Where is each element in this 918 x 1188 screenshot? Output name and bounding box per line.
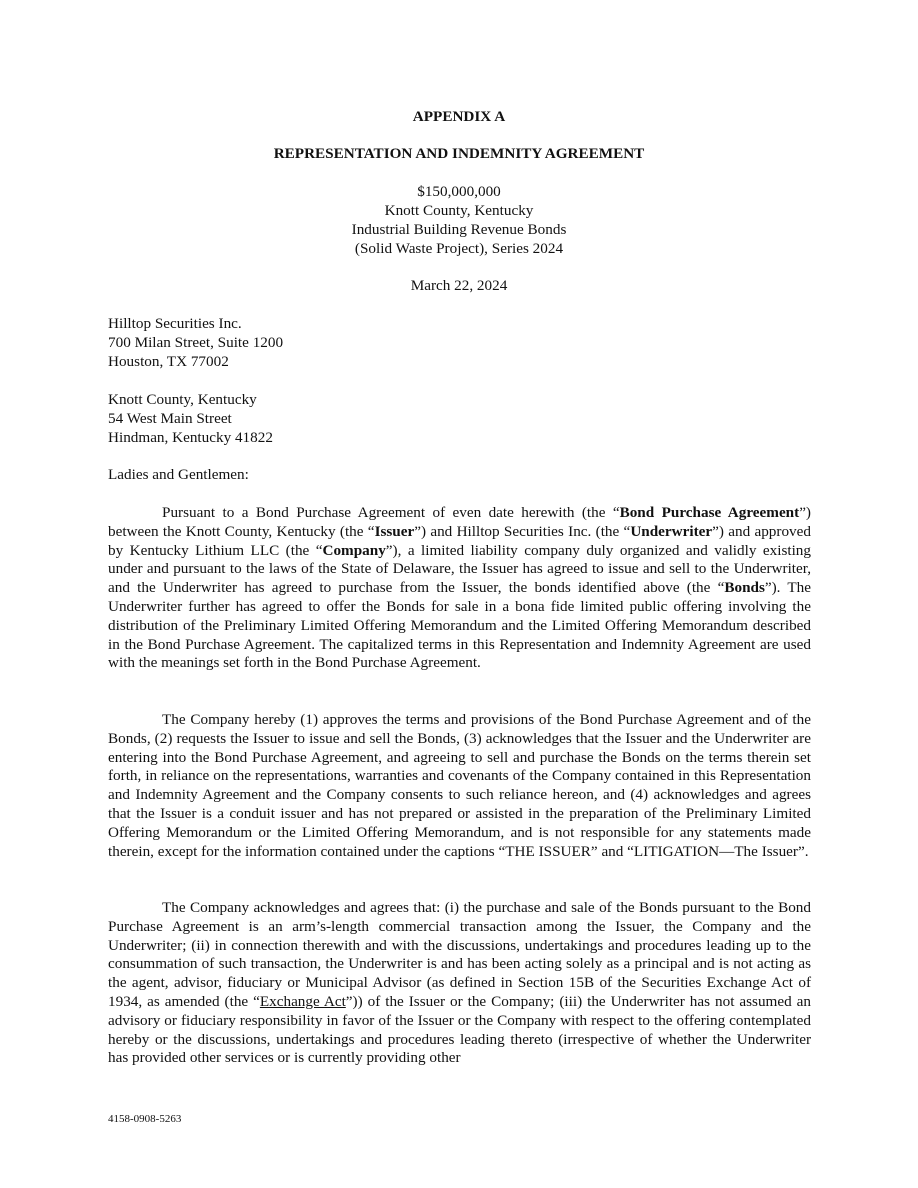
address-name: Knott County, Kentucky <box>108 391 257 408</box>
paragraph-company-approval: The Company hereby (1) approves the terms and provisions of the Bond Purchase Agreement and of the Bonds, (2) requests the Issuer to issue and sell the Bonds, (3) acknowledges that the Issuer and the Underwriter are entering into the Bond Purchase Agreement, and agreeing to sell and purchase the Bonds on the terms therein set forth, in reliance on the representations, warranties and covenants of the Company contained in this Representation and Indemnity Agreement and the Company consents to such reliance hereon, and (4) acknowledges and agrees that the Issuer is a conduit issuer and has not prepared or assisted in the preparation of the Preliminary Limited Offering Memorandum or the Limited Offering Memorandum, and is not responsible for any statements made therein, except for the information contained under the captions “THE ISSUER” and “LITIGATION—The Issuer”. <box>108 711 811 860</box>
address-city: Houston, TX 77002 <box>108 353 229 370</box>
address-street: 54 West Main Street <box>108 410 232 427</box>
paragraph-text: ”) and approved by Kentucky Lithium LLC (the “ <box>108 522 811 559</box>
salutation: Ladies and Gentlemen: <box>108 466 249 483</box>
defined-term: Issuer <box>374 522 415 540</box>
bond-description <box>0 182 918 258</box>
paragraph-text: ”), a limited liability company duly organized and validly existing under and pursuant to the laws of the State of Delaware, the Issuer has agreed to issue and sell to the Underwriter, and the Underwriter has agreed to purchase from the Issuer, the bonds identified above (the “ <box>108 541 811 597</box>
address-underwriter <box>108 314 283 371</box>
agreement-date: March 22, 2024 <box>410 277 508 294</box>
address-street: 700 Milan Street, Suite 1200 <box>108 334 284 351</box>
paragraph-text: ”) between the Knott County, Kentucky (the “ <box>108 504 811 540</box>
bond-type-line: Industrial Building Revenue Bonds <box>351 221 567 238</box>
document-id: 4158-0908-5263 <box>108 1113 182 1125</box>
address-name: Hilltop Securities Inc. <box>108 315 242 332</box>
appendix-title: APPENDIX A <box>412 108 506 125</box>
paragraph-text: Pursuant to a Bond Purchase Agreement of even date herewith (the “ <box>162 504 620 521</box>
paragraph-text: The Company acknowledges and agrees that: (i) the purchase and sale of the Bonds pursuant to the Bond Purchase Agreement is an arm’s-length commercial transaction among the Issuer, the Company and the Underwriter; (ii) in connection therewith and with the discussions, undertakings and procedures leading up to the consummation of such transaction, the Underwriter is and has been acting solely as a principal and is not acting as the agent, advisor, fiduciary or Municipal Advisor (as defined in Section 15B of the Securities Exchange Act of 1934, as amended (the “ <box>108 899 811 1010</box>
bond-series-line: (Solid Waste Project), Series 2024 <box>354 240 564 257</box>
paragraph-acknowledgement <box>108 899 811 1068</box>
bond-amount: $150,000,000 <box>417 183 501 200</box>
bond-issuer-line: Knott County, Kentucky <box>384 202 534 219</box>
paragraph-text: ”). The Underwriter further has agreed to offer the Bonds for sale in a bona fide limited public offering involving the distribution of the Preliminary Limited Offering Memorandum and the Limited Offering Memorandum described in the Bond Purchase Agreement. The capitalized terms in this Representation and Indemnity Agreement are used with the meanings set forth in the Bond Purchase Agreement. <box>108 579 812 672</box>
agreement-title: REPRESENTATION AND INDEMNITY AGREEMENT <box>273 145 645 162</box>
address-city: Hindman, Kentucky 41822 <box>108 429 273 446</box>
address-issuer <box>108 390 273 447</box>
paragraph-text: ”) and Hilltop Securities Inc. (the “ <box>414 522 631 540</box>
paragraph-text: ”)) of the Issuer or the Company; (iii) the Underwriter has not assumed an advisory or fiduciary responsibility in favor of the Issuer or the Company with respect to the offering contemplated hereby or the discussions, undertakings and procedures leading thereto (irrespective of whether the Underwriter has provided other services or is currently providing other <box>108 992 811 1067</box>
defined-term: Underwriter <box>630 522 713 540</box>
defined-term: Bond Purchase Agreement <box>619 504 800 521</box>
paragraph-purchase-agreement <box>108 504 811 673</box>
defined-term: Exchange Act <box>259 992 346 1010</box>
defined-term: Company <box>322 541 386 559</box>
defined-term: Bonds <box>724 579 765 597</box>
